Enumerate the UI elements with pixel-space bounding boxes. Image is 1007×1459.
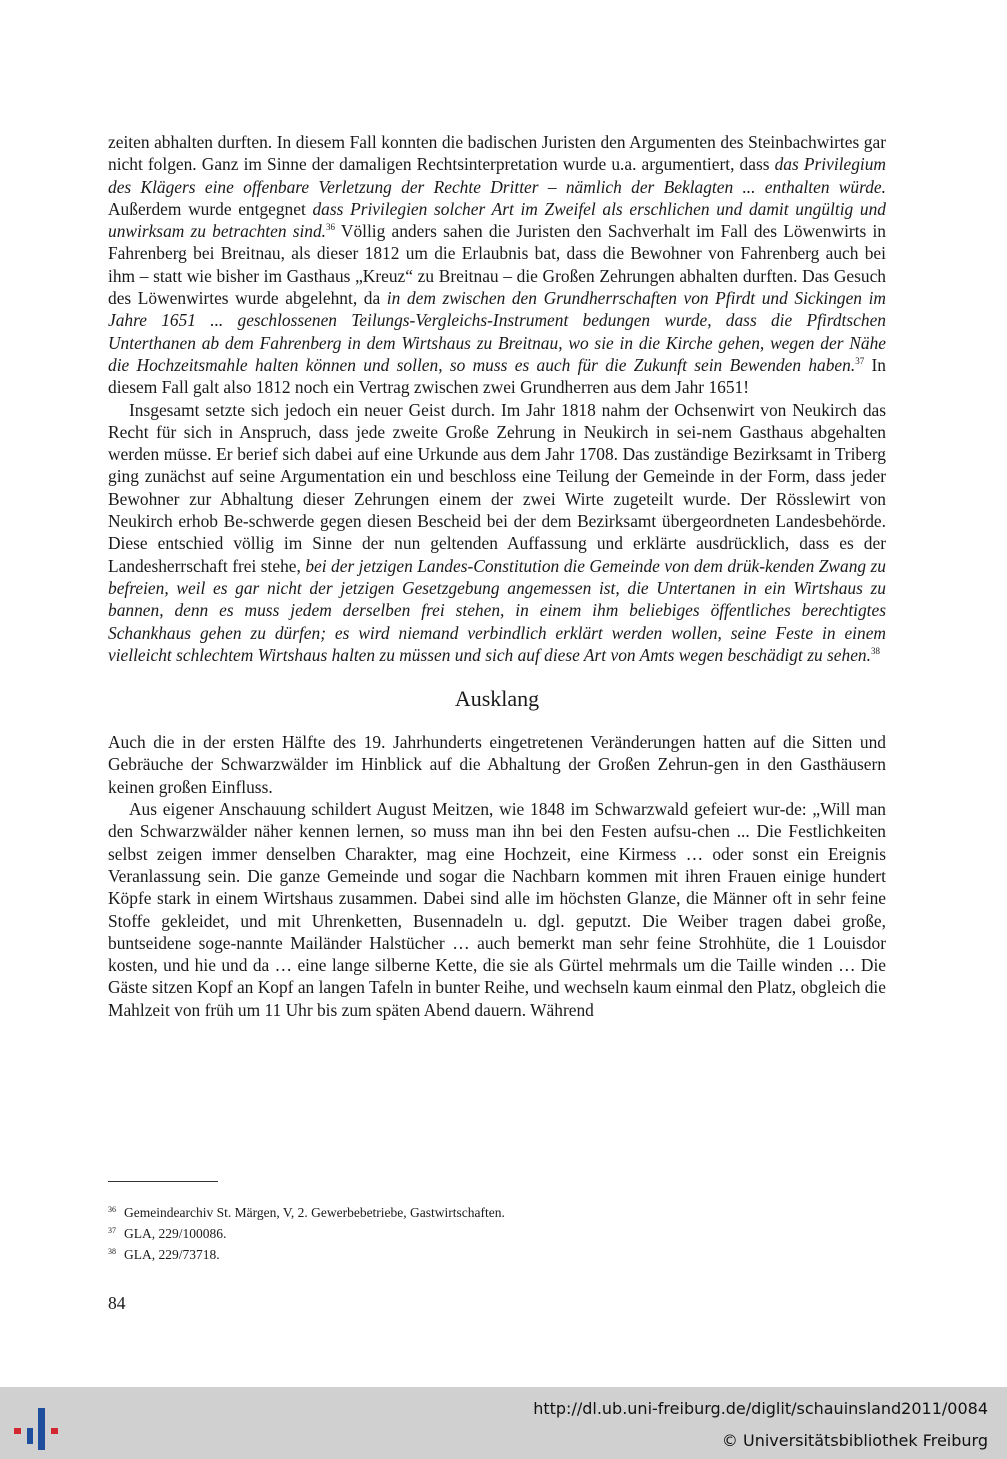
paragraph xyxy=(108,399,886,667)
ub-freiburg-logo-icon xyxy=(0,1387,72,1459)
quotation: das Privilegium des Klägers eine offenbare Verletzung der Rechte Dritter – nämlich der Beklagten ... enthalten würde. xyxy=(108,154,886,197)
body-text: Außerdem wurde entgegnet xyxy=(108,198,313,219)
quotation: bei der jetzigen Landes-Constitution die Gemeinde von dem drük-kenden Zwang zu befreien, weil es gar nicht der jetzigen Gesetzgebung angemessen ist, die Untertanen in ein Wirtshaus zu bannen, denn es muss jedem derselben frei stehen, in einem ihm beliebiges öffentliches berechtigtes Schankhaus gehen zu dürfen; es wird niemand verbindlich erklärt werden wollen, seine Feste in einem vielleicht schlechtem Wirtshaus halten zu müssen und sich auf diese Art von Amts wegen beschädigt zu sehen. xyxy=(108,555,886,665)
copyright-notice: © Universitätsbibliothek Freiburg xyxy=(721,1431,988,1450)
footnote-ref: 37 xyxy=(855,355,865,366)
page-number: 84 xyxy=(108,1293,126,1313)
library-footer xyxy=(0,1387,1007,1459)
footnote xyxy=(108,1222,886,1243)
quotation: in dem zwischen den Grundherrschaften von Pfirdt und Sickingen im Jahre 1651 ... geschlossenen Teilungs-Vergleichs-Instrument bedungen wurde, dass die Pfirdtschen Unterthanen ab dem Fahrenberg in dem Wirtshaus zu Breitnau, wo sie in die Kirche gehen, wegen der Nähe die Hochzeitsmahle halten können und sollen, so muss es auch für die Zukunft sein Bewenden haben. xyxy=(108,288,886,375)
footnotes xyxy=(108,1201,886,1264)
footnote-ref: 36 xyxy=(326,222,336,233)
paragraph: Auch die in der ersten Hälfte des 19. Jahrhunderts eingetretenen Veränderungen hatten auf die Sitten und Gebräuche der Schwarzwälder im Hinblick auf die Abhaltung der Großen Zehrun-gen in den Gasthäusern keinen großen Einfluss. xyxy=(108,732,886,797)
paragraph: Aus eigener Anschauung schildert August Meitzen, wie 1848 im Schwarzwald gefeiert wur-de: „Will man den Schwarzwälder näher kennen lernen, so muss man ihn bei den Festen aufsu-chen ... Die Festlichkeiten selbst zeigen immer denselben Charakter, mag eine Hochzeit, eine Kirmess … oder sonst ein Ereignis Veranlassung sein. Die ganze Gemeinde und sogar die Nachbarn kommen mit ihren Frauen einige hundert Köpfe stark in einem Wirtshaus zusammen. Dabei sind alle im höchsten Glanze, die Männer oft in sehr feine Stoffe gekleidet, und mit Uhrenketten, Busennadeln u. dgl. geputzt. Die Weiber tragen dabei große, buntseidene soge-nannte Mailänder Halstücher … auch bemerkt man sehr feine Strohhüte, die 1 Louisdor kosten, und hie und da … eine lange silberne Kette, die sie als Gürtel mehrmals um die Taille winden … Die Gäste sitzen Kopf an Kopf an langen Tafeln in bunter Reihe, und wechseln kaum einmal den Platz, obgleich die Mahlzeit von früh um 11 Uhr bis zum späten Abend dauern. Während xyxy=(108,799,886,1020)
footnote-number: 37 xyxy=(108,1226,116,1235)
footnote-number: 38 xyxy=(108,1247,116,1256)
paragraph xyxy=(108,131,886,399)
footnote-ref: 38 xyxy=(870,645,880,656)
footnote xyxy=(108,1243,886,1264)
section-heading: Ausklang xyxy=(454,686,540,712)
body-text: In diesem Fall galt also 1812 noch ein Vertrag zwischen zwei Grundherren aus dem Jahr 1651! xyxy=(108,354,886,398)
page-body xyxy=(108,131,886,1021)
body-text: Insgesamt setzte sich jedoch ein neuer Geist durch. Im Jahr 1818 nahm der Ochsenwirt von Neukirch das Recht für sich in Anspruch, dass jede zweite Große Zehrung in Neukirch in sei-nem Gasthaus abgehalten werden müsse. Er berief sich dabei auf eine Urkunde aus dem Jahr 1708. Das zuständige Bezirksamt in Triberg ging zunächst auf seine Argumentation ein und beschloss eine Teilung der Gemeinde in der Form, dass jeder Bewohner zur Abhaltung dieser Zehrungen einem der zwei Wirte zugeteilt wurde. Der Rösslewirt von Neukirch erhob Be-schwerde gegen diesen Bescheid bei der dem Bezirksamt übergeordneten Landesbehörde. Diese entschied völlig im Sinne der nun geltenden Auffassung und erklärte ausdrücklich, dass es der Landesherrschaft frei stehe, xyxy=(108,399,886,576)
body-text: Völlig anders sahen die Juristen den Sachverhalt im Fall des Löwenwirts in Fahrenberg bei Breitnau, als dieser 1812 um die Erlaubnis bat, dass die Bewohner von Fahrenberg auch bei ihm – statt wie bisher im Gasthaus „Kreuz“ zu Breitnau – die Großen Zehrungen abhalten durften. Das Gesuch des Löwenwirtes wurde abgelehnt, da xyxy=(108,221,886,309)
footnote-text: GLA, 229/73718. xyxy=(124,1247,220,1262)
footnote-number: 36 xyxy=(108,1205,116,1214)
footnote-text: GLA, 229/100086. xyxy=(124,1226,227,1241)
quotation: dass Privilegien solcher Art im Zweifel als erschlichen und damit ungültig und unwirksam zu betrachten sind. xyxy=(108,198,886,242)
footnote-divider xyxy=(108,1181,218,1182)
footnote xyxy=(108,1201,886,1222)
body-text: zeiten abhalten durften. In diesem Fall konnten die badischen Juristen den Argumenten des Steinbachwirtes gar nicht folgen. Ganz im Sinne der damaligen Rechtsinterpretation wurde u.a. argumentiert, dass xyxy=(108,132,886,175)
document-url-link[interactable]: http://dl.ub.uni-freiburg.de/diglit/schauinsland2011/0084 xyxy=(533,1399,988,1418)
footnote-text: Gemeindearchiv St. Märgen, V, 2. Gewerbebetriebe, Gastwirtschaften. xyxy=(124,1205,505,1220)
